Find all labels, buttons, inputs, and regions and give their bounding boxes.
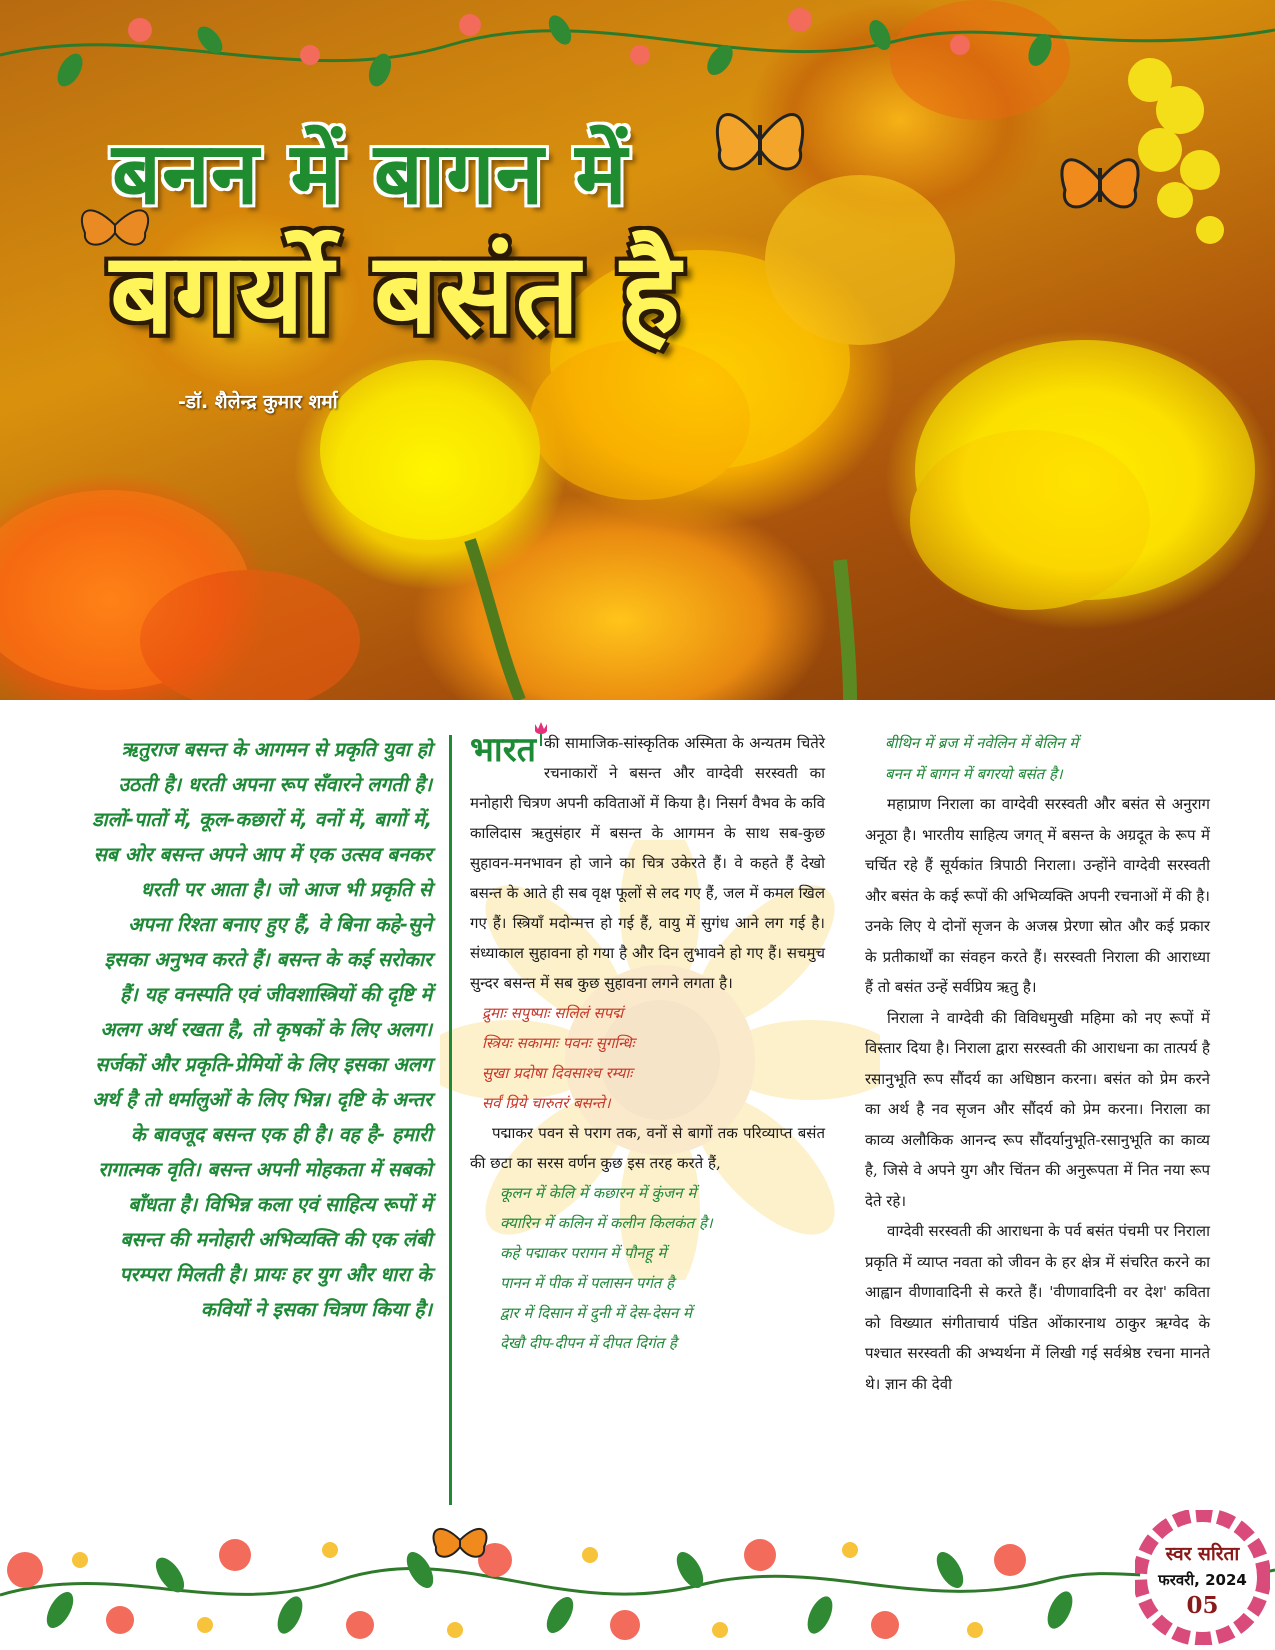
- right-paragraph-3: वाग्देवी सरस्वती की आराधना के पर्व बसंत पंचमी पर निराला प्रकृति में व्याप्त नवता को जीवन के हर क्षेत्र में संचरित करने का आह्वान वीणावादिनी से करते हैं। 'वीणावादिनी वर देश' कविता को विख्यात संगीताचार्य पंडित ओंकारनाथ ठाकुर ऋग्वेद के पश्चात सरस्वती की अभ्यर्थना में लिखी गई सर्वश्रेष्ठ रचना मानते थे। ज्ञान की देवी: [865, 1222, 1210, 1393]
- dropword-text: भारत: [470, 730, 536, 770]
- column-divider: [449, 735, 452, 1505]
- right-column: [865, 728, 1210, 1399]
- tulip-icon: [532, 720, 550, 746]
- article-title-line-1: बनन में बागन में: [112, 124, 628, 224]
- dropword: [470, 728, 536, 772]
- padmakar-verse-continued: [865, 728, 1210, 789]
- footer-floral-border: [0, 1500, 1275, 1650]
- padmakar-verse: [470, 1178, 825, 1358]
- article-title-line-2: बगर्यो बसंत है: [110, 229, 681, 359]
- right-paragraph-1: महाप्राण निराला का वाग्देवी सरस्वती और बसंत से अनुराग अनूठा है। भारतीय साहित्य जगत् में बसन्त के अग्रदूत के रूप में चर्चित रहे हैं सूर्यकांत त्रिपाठी निराला। उन्होंने वाग्देवी सरस्वती और बसंत के कई रूपों की अभिव्यक्ति अपनी रचनाओं में की है। उनके लिए ये दोनों सृजन के अजस्र प्रेरणा स्रोत और कई प्रकार के प्रतीकार्थों का संवहन करते हैं। सरस्वती निराला की आराध्या हैं तो बसंत उन्हें सर्वप्रिय ऋतु है।: [865, 795, 1210, 996]
- verse-line: क्यारिन में कलिन में कलीन किलकंत है।: [500, 1214, 713, 1232]
- author-byline: -डॉ. शैलेन्द्र कुमार शर्मा: [178, 391, 338, 413]
- right-paragraph-2: निराला ने वाग्देवी की विविधमुखी महिमा को नए रूपों में विस्तार दिया है। निराला द्वारा सरस्वती की आराधना का तात्पर्य है रसानुभूति रूप सौंदर्य का अधिष्ठान करना। बसंत को प्रेम करने का अर्थ है नव सृजन और सौंदर्य को प्रेम करना। निराला का काव्य अलौकिक आनन्द रूप सौंदर्यानुभूति-रसानुभूति का काव्य है, जिसे वे अपने युग और चिंतन की अनुरूपता में नित नया रूप देते रहे।: [865, 1008, 1210, 1210]
- verse-line: कहे पद्माकर परागन में पौनहू में: [500, 1244, 667, 1262]
- middle-intro-paragraph: की सामाजिक-सांस्कृतिक अस्मिता के अन्यतम चितेरे रचनाकारों ने बसन्त और वाग्देवी सरस्वती का मनोहारी चित्रण अपनी कविताओं में किया है। निसर्ग वैभव के कवि कालिदास ऋतुसंहार में बसन्त के आगमन के साथ सब-कुछ सुहावन-मनभावन हो जाने का चित्र उकेरते हैं। वे कहते हैं देखो बसन्त के आते ही सब वृक्ष फूलों से लद गए हैं, जल में कमल खिल गए हैं। स्त्रियाँ मदोन्मत्त हो गई हैं, वायु में सुगंध आने लग गई है। संध्याकाल सुहावना हो गया है और दिन लुभावने हो गए हैं। सचमुच सुन्दर बसन्त में सब कुछ सुहावना लगने लगता है।: [470, 734, 825, 992]
- middle-column: [470, 728, 825, 1358]
- verse-line: द्वार में दिसान में दुनी में देस-देसन में: [500, 1304, 692, 1322]
- magazine-name: स्वर सरिता: [1165, 1543, 1240, 1565]
- verse-line: पानन में पीक में पलासन पगंत है: [500, 1274, 675, 1292]
- butterfly-icon: [433, 1529, 486, 1557]
- verse-line: बनन में बागन में बगरयो बसंत है।: [885, 764, 1063, 783]
- sanskrit-verse: [470, 998, 825, 1118]
- verse-line: कूलन में केलि में कछारन में कुंजन में: [500, 1184, 697, 1202]
- verse-line: बीथिन में ब्रज में नवेलिन में बेलिन में: [885, 734, 1079, 752]
- middle-paragraph-2: पद्माकर पवन से पराग तक, वनों से बागों तक परिव्याप्त बसंत की छटा का सरस वर्णन कुछ इस तरह करते हैं,: [470, 1124, 825, 1172]
- page-badge: [1135, 1510, 1270, 1645]
- page-number: 05: [1186, 1592, 1219, 1619]
- verse-line: सुखा प्रदोषा दिवसाश्च रम्याः: [482, 1064, 633, 1082]
- verse-line: द्रुमाः सपुष्पाः सलिलं सपद्मं: [482, 1004, 624, 1022]
- butterfly-icon: [717, 115, 802, 169]
- verse-line: सर्वं प्रिये चारुतरं बसन्ते।: [482, 1094, 611, 1112]
- verse-line: स्त्रियः सकामाः पवनः सुगन्धिः: [482, 1034, 635, 1052]
- left-column-intro: ऋतुराज बसन्त के आगमन से प्रकृति युवा हो उठती है। धरती अपना रूप सँवारने लगती है। डालों-पातों में, कूल-कछारों में, वनों में, बागों में, सब ओर बसन्त अपने आप में एक उत्सव बनकर धरती पर आता है। जो आज भी प्रकृति से अपना रिश्ता बनाए हुए हैं, वे बिना कहे-सुने इसका अनुभव करते हैं। बसन्त के कई सरोकार हैं। यह वनस्पति एवं जीवशास्त्रियों की दृष्टि में अलग अर्थ रखता है, तो कृषकों के लिए अलग। सर्जकों और प्रकृति-प्रेमियों के लिए इसका अलग अर्थ है तो धर्मालुओं के लिए भिन्न। दृष्टि के अन्तर के बावजूद बसन्त एक ही है। वह है- हमारी रागात्मक वृति। बसन्त अपनी मोहकता में सबको बाँधता है। विभिन्न कला एवं साहित्य रूपों में बसन्त की मनोहारी अभिव्यक्ति की एक लंबी परम्परा मिलती है। प्रायः हर युग और धारा के कवियों ने इसका चित्रण किया है।: [92, 738, 432, 1321]
- issue-date: फरवरी, 2024: [1158, 1571, 1247, 1589]
- verse-line: देखौ दीप-दीपन में दीपत दिगंत है: [500, 1334, 677, 1352]
- hero-banner: [0, 0, 1275, 700]
